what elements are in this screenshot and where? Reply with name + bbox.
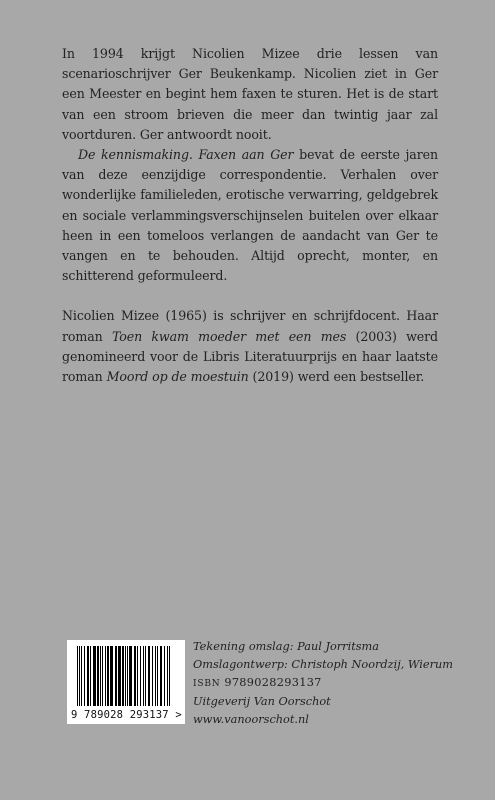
- barcode-bar: [140, 646, 141, 706]
- barcode-bar: [81, 646, 82, 706]
- barcode-bar: [87, 646, 89, 706]
- barcode-bar: [110, 646, 113, 706]
- publisher-name: Uitgeverij Van Oorschot: [193, 695, 331, 709]
- barcode-bar: [102, 646, 103, 706]
- author-bio-text-b: (2003) werd genomineerd voor de Libris Literatuurprijs en haar laatste roman: [62, 328, 438, 385]
- barcode-bar: [125, 646, 126, 706]
- cover-design-credit: Omslagontwerp: Christoph Noordzij, Wierum: [193, 657, 453, 671]
- barcode-bar: [169, 646, 170, 706]
- barcode-bar: [157, 646, 158, 706]
- novel-title-2: Moord op de moestuin: [106, 369, 249, 385]
- barcode-bar: [160, 646, 162, 706]
- isbn-line: [193, 674, 443, 694]
- book-title: De kennismaking. Faxen aan Ger: [78, 147, 294, 163]
- barcode-bar: [145, 646, 146, 706]
- barcode-bar: [97, 646, 99, 706]
- blurb-paragraph-2-text: bevat de eerste jaren van deze eenzijdige correspondentie. Verhalen over wonderlijke familieleden, erotische verwarring, geldgebrek en sociale verlammingsverschijnselen buitelen over elkaar heen in een tomeloos verlangen de aandacht van Ger te vangen en te behouden. Altijd oprecht, monter, en schitterend geformuleerd.: [62, 147, 438, 284]
- barcode-bar: [79, 646, 80, 706]
- barcode-bar: [77, 646, 78, 706]
- isbn-label: ISBN: [193, 678, 221, 689]
- barcode-bars: [73, 646, 179, 706]
- barcode-bar: [155, 646, 156, 706]
- cover-drawing-credit: Tekening omslag: Paul Jorritsma: [193, 640, 379, 653]
- barcode-bar: [115, 646, 117, 706]
- author-bio-text-a: Nicolien Mizee (1965) is schrijver en schrijfdocent. Haar roman: [62, 308, 438, 344]
- barcode-bar: [107, 646, 109, 706]
- barcode-digits: 9 789028 293137 >: [71, 709, 182, 721]
- barcode-bar: [84, 646, 85, 706]
- isbn-barcode: [67, 640, 185, 724]
- barcode-bar: [90, 646, 91, 706]
- barcode-bar: [134, 646, 136, 706]
- publisher-website[interactable]: www.vanoorschot.nl: [193, 713, 309, 727]
- isbn-number: 9789028293137: [224, 675, 322, 689]
- barcode-bar: [152, 646, 153, 706]
- barcode-bar: [164, 646, 165, 706]
- blurb-paragraph-2: [62, 145, 438, 286]
- barcode-bar: [93, 646, 96, 706]
- barcode-bar: [148, 646, 150, 706]
- barcode-bar: [122, 646, 124, 706]
- barcode-bar: [167, 646, 168, 706]
- colophon: [193, 638, 453, 729]
- barcode-bar: [118, 646, 121, 706]
- barcode-bar: [100, 646, 101, 706]
- blurb-paragraph-1: In 1994 krijgt Nicolien Mizee drie lessen van scenarioschrijver Ger Beukenkamp. Nicolien ziet in Ger een Meester en begint hem faxen te sturen. Het is de start van een stroom brieven die meer dan twintig jaar zal voortduren. Ger antwoordt nooit.: [62, 46, 438, 142]
- barcode-bar: [105, 646, 106, 706]
- novel-title-1: Toen kwam moeder met een mes: [111, 328, 347, 344]
- author-bio-text-c: (2019) werd een bestseller.: [248, 369, 425, 385]
- barcode-bar: [137, 646, 138, 706]
- barcode-bar: [127, 646, 128, 706]
- barcode-bar: [143, 646, 144, 706]
- author-bio: [62, 306, 438, 387]
- blurb-text: [62, 44, 438, 387]
- barcode-bar: [129, 646, 132, 706]
